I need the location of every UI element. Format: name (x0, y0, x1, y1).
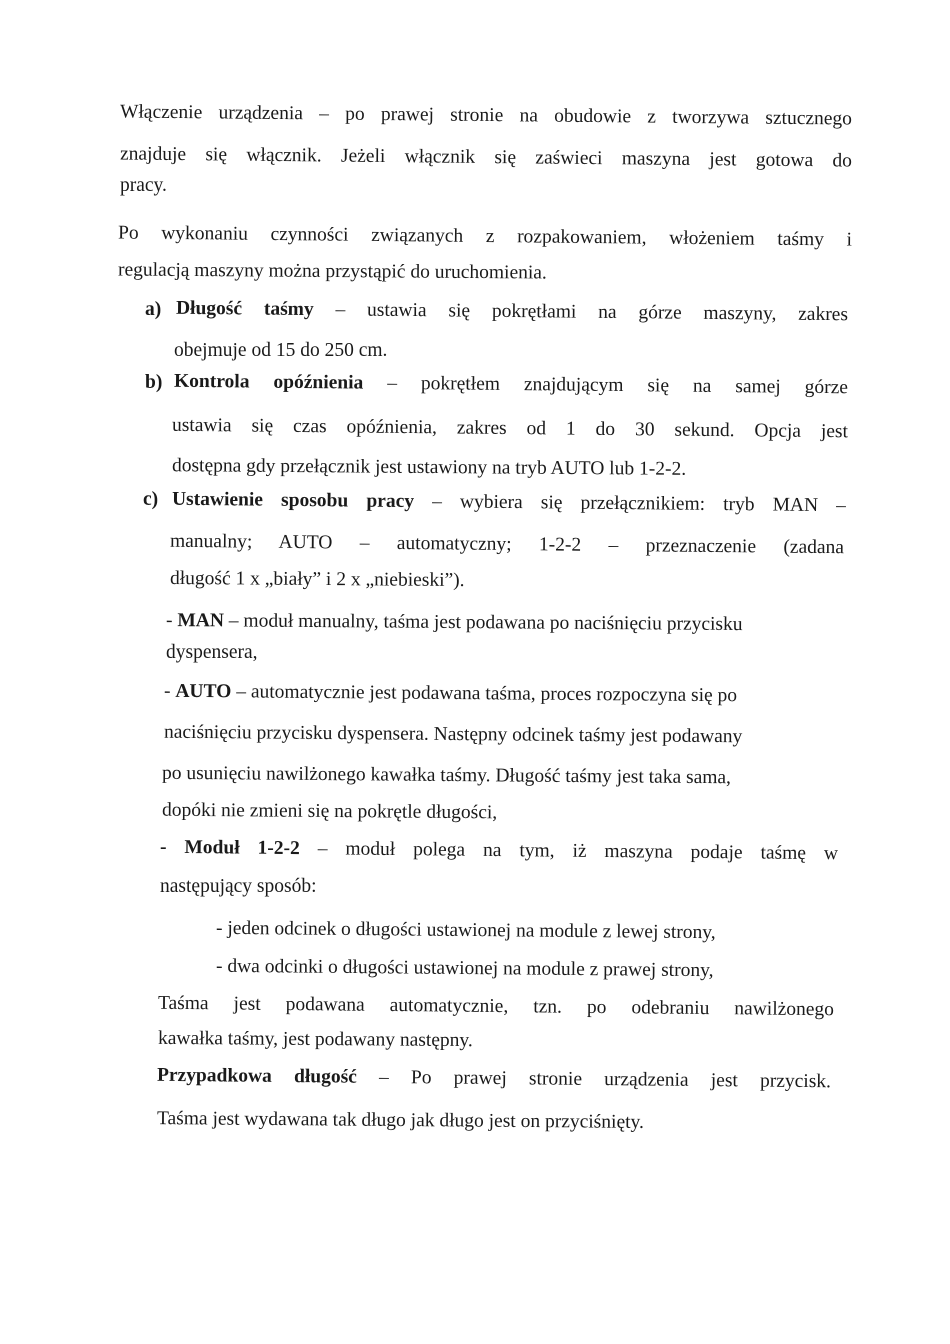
list-item-heading: Kontrola opóźnienia (173, 370, 364, 394)
paragraph-line: Po wykonaniu czynności związanych z rozpakowaniem, włożeniem taśmy i (117, 222, 853, 251)
mode-subitem-line: - jeden odcinek o długości ustawionej na module z lewej strony, (215, 917, 716, 944)
list-item-line: obejmuje od 15 do 250 cm. (174, 340, 388, 361)
list-marker: a) (145, 299, 162, 320)
list-item-heading: Ustawienie sposobu pracy (171, 488, 415, 513)
mode-description-line: Taśma jest podawana automatycznie, tzn. po odebraniu nawilżonego (157, 992, 835, 1021)
paragraph-heading: Przypadkowa długość (156, 1064, 357, 1088)
mode-description-line: dyspensera, (166, 642, 258, 663)
mode-description-line: - MAN – moduł manualny, taśma jest podawana po naciśnięciu przycisku (165, 609, 743, 636)
mode-description-line: po usunięciu nawilżonego kawałka taśmy. Długość taśmy jest taka sama, (161, 762, 732, 789)
paragraph-line: pracy. (120, 175, 167, 196)
mode-heading: MAN (177, 610, 225, 632)
paragraph-line: Taśma jest wydawana tak długo jak długo jest on przyciśnięty. (156, 1108, 645, 1133)
list-item-line: dostępna gdy przełącznik jest ustawiony na tryb AUTO lub 1-2-2. (171, 455, 687, 480)
paragraph-line: Włączenie urządzenia – po prawej stronie na obudowie z tworzywa sztucznego (119, 101, 853, 130)
paragraph-line: Przypadkowa długość – Po prawej stronie urządzenia jest przycisk. (156, 1064, 832, 1093)
paragraph-line: znajduje się włącznik. Jeżeli włącznik się zaświeci maszyna jest gotowa do (119, 143, 853, 172)
mode-description-line: - Moduł 1-2-2 – moduł polega na tym, iż maszyna podaje taśmę w (159, 836, 839, 865)
mode-description-line: następujący sposób: (160, 876, 317, 897)
list-item-line: Długość taśmy – ustawia się pokrętłami na górze maszyny, zakres (175, 297, 849, 326)
paragraph-line: regulacją maszyny można przystąpić do uruchomienia. (117, 259, 547, 284)
list-item-heading: Długość taśmy (175, 297, 314, 321)
list-item-line: Ustawienie sposobu pracy – wybiera się przełącznikiem: tryb MAN – (171, 488, 847, 517)
mode-description-line: - AUTO – automatycznie jest podawana taśma, proces rozpoczyna się po (163, 680, 738, 707)
mode-heading: AUTO (175, 680, 232, 703)
list-item-line: długość 1 x „biały” i 2 x „niebieski”). (169, 567, 465, 592)
mode-subitem-line: - dwa odcinki o długości ustawionej na module z prawej strony, (215, 955, 714, 982)
mode-heading: - Moduł 1-2-2 (159, 836, 300, 860)
list-item-line: Kontrola opóźnienia – pokrętłem znajdującym się na samej górze (173, 370, 849, 399)
list-item-line: manualny; AUTO – automatyczny; 1-2-2 – przeznaczenie (zadana (169, 530, 845, 559)
list-marker: c) (143, 489, 159, 510)
mode-description-line: naciśnięciu przycisku dyspensera. Następny odcinek taśmy jest podawany (163, 721, 743, 748)
mode-description-line: dopóki nie zmieni się na pokrętle długości, (161, 799, 498, 824)
list-marker: b) (145, 372, 163, 393)
list-item-line: ustawia się czas opóźnienia, zakres od 1 do 30 sekund. Opcja jest (171, 414, 849, 443)
mode-description-line: kawałka taśmy, jest podawany następny. (157, 1027, 473, 1052)
